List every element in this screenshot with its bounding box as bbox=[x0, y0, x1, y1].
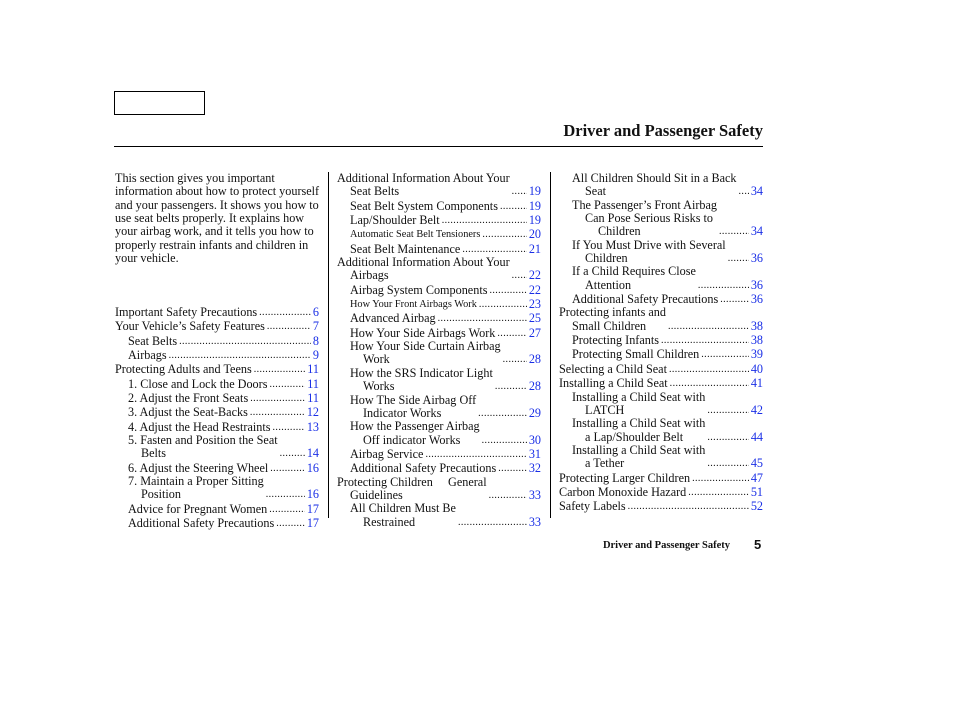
toc-entry[interactable] bbox=[115, 305, 319, 319]
toc-entry[interactable] bbox=[337, 242, 541, 256]
toc-entry[interactable] bbox=[559, 444, 763, 471]
dot-leader bbox=[478, 406, 527, 420]
toc-entry[interactable] bbox=[559, 306, 763, 333]
toc-page-link[interactable]: 28 bbox=[528, 352, 541, 367]
column-divider-2 bbox=[550, 172, 551, 518]
toc-entry-title: Airbag Service bbox=[350, 446, 424, 461]
toc-entry[interactable] bbox=[115, 405, 319, 419]
toc-entry[interactable] bbox=[115, 391, 319, 405]
toc-entry-title: How Your Front Airbags Work bbox=[350, 299, 477, 311]
toc-entry-title: How the Passenger Airbag bbox=[350, 419, 480, 434]
toc-entry-title-continued: Seat Belts bbox=[350, 184, 400, 199]
toc-entry-title-continued: Children bbox=[598, 224, 641, 239]
toc-entry-title-continued: Airbags bbox=[350, 268, 389, 283]
intro-paragraph: This section gives you important information about how to protect yourself and your passengers. It shows you how to use seat belts properly. It explains how your airbag work, and it tells you how to properly restrain infants and children in your vehicle. bbox=[115, 171, 320, 266]
dot-leader bbox=[512, 268, 527, 282]
toc-entry[interactable] bbox=[559, 499, 763, 513]
toc-entry-title: Safety Labels bbox=[559, 499, 626, 514]
toc-page-link[interactable]: 41 bbox=[750, 376, 763, 391]
toc-entry-title: How Your Side Curtain Airbag bbox=[350, 339, 501, 354]
toc-entry-title: Airbag System Components bbox=[350, 282, 488, 297]
toc-entry-title: 5. Fasten and Position the Seat bbox=[128, 433, 278, 448]
toc-entry[interactable] bbox=[337, 297, 541, 311]
toc-entry-title-continued: Children bbox=[585, 251, 628, 266]
toc-page-link[interactable]: 22 bbox=[528, 268, 541, 283]
dot-leader bbox=[266, 487, 305, 501]
title-divider bbox=[114, 146, 763, 147]
toc-entry-title: Selecting a Child Seat bbox=[559, 361, 667, 376]
toc-entry-title: Installing a Child Seat with bbox=[572, 442, 706, 457]
dot-leader bbox=[280, 446, 305, 460]
toc-entry[interactable] bbox=[559, 333, 763, 347]
toc-entry[interactable] bbox=[337, 340, 541, 367]
toc-entry[interactable] bbox=[559, 485, 763, 499]
toc-entry[interactable] bbox=[337, 172, 541, 199]
dot-leader bbox=[707, 456, 748, 470]
toc-page-link[interactable]: 17 bbox=[306, 501, 319, 516]
toc-page-link[interactable]: 36 bbox=[750, 277, 763, 292]
footer-section-label: Driver and Passenger Safety bbox=[602, 540, 730, 551]
toc-entry-title-continued: Can Pose Serious Risks to bbox=[585, 211, 713, 226]
toc-entry[interactable] bbox=[337, 213, 541, 227]
toc-entry-title: How Your Side Airbags Work bbox=[350, 325, 496, 340]
toc-entry[interactable] bbox=[559, 471, 763, 485]
toc-entry-title: 2. Adjust the Front Seats bbox=[128, 391, 249, 406]
toc-page-link[interactable]: 8 bbox=[312, 333, 319, 348]
toc-page-link[interactable]: 51 bbox=[750, 484, 763, 499]
dot-leader bbox=[495, 379, 527, 393]
toc-page-link[interactable]: 25 bbox=[528, 311, 541, 326]
dot-leader bbox=[482, 227, 526, 241]
toc-entry[interactable] bbox=[115, 377, 319, 391]
toc-entry[interactable] bbox=[559, 292, 763, 306]
dot-leader bbox=[707, 430, 748, 444]
toc-entry-title-continued: Small Children bbox=[572, 318, 647, 333]
toc-entry[interactable] bbox=[559, 362, 763, 376]
toc-page-link[interactable]: 17 bbox=[306, 516, 319, 531]
toc-column-2 bbox=[337, 172, 541, 529]
dot-leader bbox=[179, 334, 311, 348]
toc-entry-title: Lap/Shoulder Belt bbox=[350, 213, 440, 228]
dot-leader bbox=[498, 461, 527, 475]
toc-entry-title: Carbon Monoxide Hazard bbox=[559, 484, 687, 499]
toc-page-link[interactable]: 20 bbox=[528, 227, 541, 242]
toc-entry-title: 3. Adjust the Seat-Backs bbox=[128, 405, 248, 420]
dot-leader bbox=[719, 224, 749, 238]
dot-leader bbox=[269, 502, 305, 516]
toc-entry-title: Advice for Pregnant Women bbox=[128, 501, 268, 516]
dot-leader bbox=[458, 515, 527, 529]
dot-leader bbox=[497, 326, 526, 340]
toc-page-link[interactable]: 30 bbox=[528, 432, 541, 447]
toc-entry[interactable] bbox=[115, 319, 319, 333]
toc-entry-title: 1. Close and Lock the Doors bbox=[128, 376, 268, 391]
toc-entry-title: Seat Belt System Components bbox=[350, 198, 498, 213]
toc-entry-title-continued: Indicator Works bbox=[363, 405, 442, 420]
toc-page-link[interactable]: 34 bbox=[750, 224, 763, 239]
toc-page-link[interactable]: 16 bbox=[306, 460, 319, 475]
toc-page-link[interactable]: 7 bbox=[312, 319, 319, 334]
toc-entry[interactable] bbox=[337, 461, 541, 475]
toc-page-link[interactable]: 29 bbox=[528, 405, 541, 420]
toc-entry-title-continued: Work bbox=[363, 352, 390, 367]
toc-entry-title-continued: LATCH bbox=[585, 402, 625, 417]
toc-entry[interactable] bbox=[115, 502, 319, 516]
toc-page-link[interactable]: 31 bbox=[528, 446, 541, 461]
toc-entry-title: If a Child Requires Close bbox=[572, 264, 696, 279]
dot-leader bbox=[270, 461, 305, 475]
toc-entry-title: All Children Should Sit in a Back bbox=[572, 171, 737, 185]
toc-page-link[interactable]: 38 bbox=[750, 318, 763, 333]
dot-leader bbox=[698, 278, 749, 292]
toc-entry[interactable] bbox=[337, 326, 541, 340]
toc-page-link[interactable]: 9 bbox=[312, 348, 319, 363]
toc-entry-title: Installing a Child Seat bbox=[559, 376, 668, 391]
dot-leader bbox=[438, 311, 527, 325]
toc-page-link[interactable]: 27 bbox=[528, 325, 541, 340]
toc-page-link[interactable]: 34 bbox=[750, 184, 763, 199]
toc-page-link[interactable]: 28 bbox=[528, 379, 541, 394]
toc-entry-title: Installing a Child Seat with bbox=[572, 416, 706, 431]
dot-leader bbox=[728, 251, 749, 265]
dot-leader bbox=[276, 516, 305, 530]
toc-entry-title: 4. Adjust the Head Restraints bbox=[128, 419, 271, 434]
toc-entry-title: Seat Belt Maintenance bbox=[350, 241, 461, 256]
toc-column-3 bbox=[559, 172, 763, 514]
toc-entry-title: Airbags bbox=[128, 348, 167, 363]
dot-leader bbox=[739, 184, 749, 198]
toc-entry[interactable] bbox=[559, 376, 763, 390]
toc-entry[interactable] bbox=[337, 283, 541, 297]
toc-entry-title: Automatic Seat Belt Tensioners bbox=[350, 229, 481, 241]
toc-entry[interactable] bbox=[337, 476, 541, 503]
toc-page-link[interactable]: 40 bbox=[750, 361, 763, 376]
toc-page-link[interactable]: 45 bbox=[750, 456, 763, 471]
toc-entry[interactable] bbox=[115, 348, 319, 362]
toc-entry-title: Protecting Infants bbox=[572, 333, 659, 348]
dot-leader bbox=[692, 471, 749, 485]
toc-entry-title-continued: Works bbox=[363, 379, 395, 394]
toc-entry-title: Additional Information About Your bbox=[337, 171, 510, 185]
dot-leader bbox=[482, 433, 527, 447]
toc-entry[interactable] bbox=[337, 199, 541, 213]
toc-page-link[interactable]: 39 bbox=[750, 347, 763, 362]
toc-entry-title-continued: Guidelines bbox=[350, 487, 403, 502]
toc-page-link[interactable]: 22 bbox=[528, 282, 541, 297]
toc-entry-title: Additional Safety Precautions bbox=[128, 516, 275, 531]
dot-leader bbox=[503, 352, 527, 366]
toc-entry-title: If You Must Drive with Several bbox=[572, 237, 726, 252]
toc-entry-title: Important Safety Precautions bbox=[115, 305, 258, 319]
toc-entry-title-continued: Position bbox=[141, 487, 181, 502]
toc-entry-title-continued: Restrained bbox=[363, 514, 416, 529]
toc-entry[interactable] bbox=[337, 367, 541, 394]
toc-entry[interactable] bbox=[559, 265, 763, 292]
toc-page-link[interactable]: 44 bbox=[750, 429, 763, 444]
toc-entry-title-continued: Belts bbox=[141, 446, 167, 461]
toc-entry-title: All Children Must Be bbox=[350, 501, 456, 516]
dot-leader bbox=[273, 420, 305, 434]
toc-entry[interactable] bbox=[115, 434, 319, 461]
dot-leader bbox=[250, 405, 305, 419]
dot-leader bbox=[670, 376, 749, 390]
toc-entry-title: Installing a Child Seat with bbox=[572, 389, 706, 404]
toc-entry-title-continued: a Tether bbox=[585, 456, 625, 471]
dot-leader bbox=[479, 297, 527, 311]
toc-entry[interactable] bbox=[337, 256, 541, 283]
toc-entry-title-continued: Seat bbox=[585, 184, 606, 199]
dot-leader bbox=[628, 499, 749, 513]
toc-entry[interactable] bbox=[115, 334, 319, 348]
page-number: 5 bbox=[754, 537, 762, 552]
toc-page-link[interactable]: 11 bbox=[307, 362, 319, 377]
toc-page-link[interactable]: 36 bbox=[750, 251, 763, 266]
toc-entry[interactable] bbox=[559, 239, 763, 266]
toc-column-1 bbox=[115, 305, 319, 531]
toc-entry-title: Protecting Children General bbox=[337, 474, 487, 489]
toc-page-link[interactable]: 12 bbox=[306, 405, 319, 420]
toc-entry[interactable] bbox=[559, 417, 763, 444]
column-divider-1 bbox=[328, 172, 329, 518]
toc-entry-title: The Passenger’s Front Airbag bbox=[572, 197, 717, 212]
toc-entry-title: Protecting Adults and Teens bbox=[115, 362, 252, 377]
toc-entry-title: How The Side Airbag Off bbox=[350, 392, 477, 407]
toc-entry[interactable] bbox=[115, 362, 319, 376]
toc-entry-title: How the SRS Indicator Light bbox=[350, 365, 493, 380]
toc-page-link[interactable]: 11 bbox=[307, 391, 319, 406]
dot-leader bbox=[661, 333, 749, 347]
dot-leader bbox=[269, 377, 305, 391]
dot-leader bbox=[425, 447, 526, 461]
dot-leader bbox=[500, 199, 527, 213]
toc-page-link[interactable]: 19 bbox=[528, 198, 541, 213]
toc-page-link[interactable]: 32 bbox=[528, 461, 541, 476]
toc-page-link[interactable]: 23 bbox=[528, 297, 541, 312]
toc-page-link[interactable]: 6 bbox=[312, 305, 319, 319]
toc-page-link[interactable]: 11 bbox=[307, 376, 319, 391]
toc-entry[interactable] bbox=[115, 420, 319, 434]
toc-page-link[interactable]: 14 bbox=[306, 446, 319, 461]
toc-entry[interactable] bbox=[115, 516, 319, 530]
toc-entry-title: Protecting Larger Children bbox=[559, 470, 691, 485]
dot-leader bbox=[169, 348, 311, 362]
dot-leader bbox=[267, 319, 311, 333]
toc-entry[interactable] bbox=[559, 199, 763, 239]
toc-page-link[interactable]: 33 bbox=[528, 514, 541, 529]
toc-entry-title: 7. Maintain a Proper Sitting bbox=[128, 474, 264, 489]
toc-entry-title: Additional Information About Your bbox=[337, 255, 510, 270]
dot-leader bbox=[688, 485, 749, 499]
toc-entry[interactable] bbox=[337, 502, 541, 529]
dot-leader bbox=[512, 184, 527, 198]
toc-page-link[interactable]: 21 bbox=[528, 241, 541, 256]
toc-page-link[interactable]: 13 bbox=[306, 419, 319, 434]
dot-leader bbox=[701, 347, 749, 361]
toc-entry[interactable] bbox=[559, 391, 763, 418]
toc-page-link[interactable]: 36 bbox=[750, 292, 763, 307]
toc-entry-title: Additional Safety Precautions bbox=[572, 292, 719, 307]
dot-leader bbox=[462, 242, 526, 256]
dot-leader bbox=[668, 319, 749, 333]
dot-leader bbox=[250, 391, 305, 405]
dot-leader bbox=[259, 305, 311, 319]
toc-entry-title-continued: Off indicator Works bbox=[363, 432, 461, 447]
toc-page-link[interactable]: 42 bbox=[750, 402, 763, 417]
toc-entry-title: Your Vehicle’s Safety Features bbox=[115, 319, 265, 334]
dot-leader bbox=[254, 362, 306, 376]
toc-entry[interactable] bbox=[337, 420, 541, 447]
toc-entry-title: 6. Adjust the Steering Wheel bbox=[128, 460, 269, 475]
toc-entry-title: Advanced Airbag bbox=[350, 311, 436, 326]
toc-page-link[interactable]: 19 bbox=[528, 213, 541, 228]
toc-page-link[interactable]: 52 bbox=[750, 499, 763, 514]
toc-entry-title: Protecting Small Children bbox=[572, 347, 700, 362]
toc-entry-title-continued: Attention bbox=[585, 277, 632, 292]
toc-page-link[interactable]: 16 bbox=[306, 487, 319, 502]
dot-leader bbox=[720, 292, 749, 306]
toc-entry[interactable] bbox=[337, 394, 541, 421]
toc-page-link[interactable]: 38 bbox=[750, 333, 763, 348]
toc-entry[interactable] bbox=[115, 475, 319, 502]
toc-entry-title-continued: a Lap/Shoulder Belt bbox=[585, 429, 684, 444]
toc-entry[interactable] bbox=[337, 447, 541, 461]
toc-entry[interactable] bbox=[559, 172, 763, 199]
toc-page-link[interactable]: 33 bbox=[528, 487, 541, 502]
toc-page-link[interactable]: 19 bbox=[528, 184, 541, 199]
dot-leader bbox=[489, 283, 526, 297]
toc-entry[interactable] bbox=[337, 311, 541, 325]
toc-entry[interactable] bbox=[559, 347, 763, 361]
dot-leader bbox=[442, 213, 527, 227]
toc-entry[interactable] bbox=[115, 461, 319, 475]
toc-page-link[interactable]: 47 bbox=[750, 470, 763, 485]
section-tab-box bbox=[114, 91, 205, 115]
toc-entry[interactable] bbox=[337, 227, 541, 241]
toc-entry-title: Seat Belts bbox=[128, 333, 178, 348]
dot-leader bbox=[669, 362, 749, 376]
section-title: Driver and Passenger Safety bbox=[563, 121, 763, 140]
toc-entry-title: Additional Safety Precautions bbox=[350, 461, 497, 476]
toc-entry-title: Protecting infants and bbox=[559, 305, 666, 320]
dot-leader bbox=[707, 403, 748, 417]
dot-leader bbox=[489, 488, 527, 502]
